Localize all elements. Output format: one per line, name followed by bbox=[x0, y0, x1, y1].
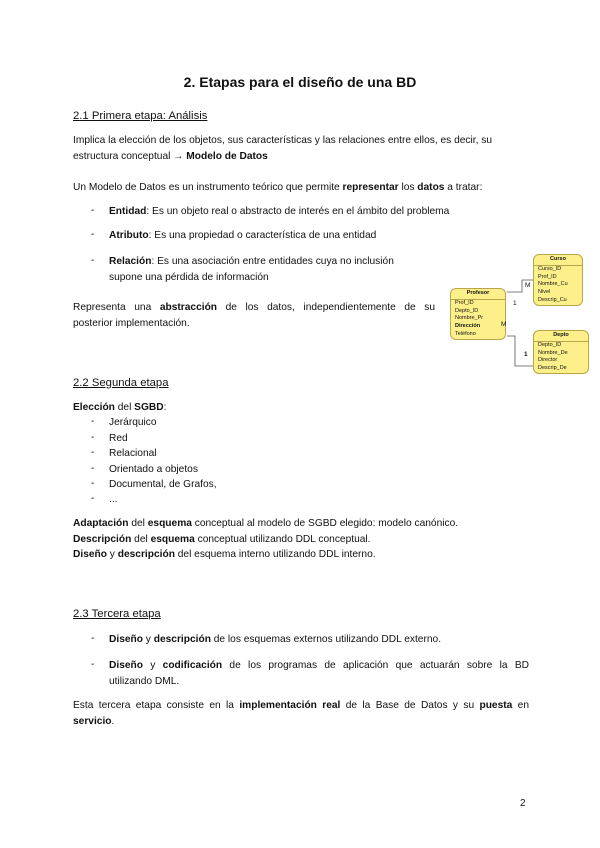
paragraph-abstraccion: Representa una abstracción de los datos, independientemente de su posterior implementación. bbox=[73, 302, 436, 329]
bullet-dash: - bbox=[91, 229, 95, 240]
bullet-dash: - bbox=[91, 205, 95, 216]
bullet-dash: - bbox=[91, 493, 95, 504]
section-heading-tercera: 2.3 Tercera etapa bbox=[73, 608, 161, 620]
section-heading-segunda: 2.2 Segunda etapa bbox=[73, 377, 169, 389]
entity-curso: Curso Curso_ID Prof_ID Nombre_Cu Nivel Descrip_Cu bbox=[533, 254, 583, 306]
bullet-dash: - bbox=[91, 255, 95, 266]
bullet-dash: - bbox=[91, 432, 95, 443]
bullet-diseno-codificacion: Diseño y codificación de los programas de aplicación que actuarán sobre la BD utilizando DML. bbox=[109, 660, 529, 687]
bullet-dash: - bbox=[91, 478, 95, 489]
cardinality-1-curso: 1 bbox=[513, 300, 517, 307]
cardinality-1-depto: 1 bbox=[524, 351, 528, 358]
er-diagram bbox=[447, 248, 589, 396]
paragraph-modelo-datos: Un Modelo de Datos es un instrumento teórico que permite representar los datos a tratar: bbox=[73, 182, 483, 193]
bullet-diseno-externo: Diseño y descripción de los esquemas externos utilizando DDL externo. bbox=[109, 634, 442, 645]
sgbd-list-item: Relacional bbox=[109, 448, 157, 459]
bullet-atributo: Atributo: Es una propiedad o característica de una entidad bbox=[109, 230, 377, 241]
bullet-dash: - bbox=[91, 447, 95, 458]
paragraph-eleccion: Implica la elección de los objetos, sus características y las relaciones entre ellos, es decir, su estructura conceptual → Modelo de Datos bbox=[73, 135, 493, 162]
sgbd-list-item: Jerárquico bbox=[109, 417, 157, 428]
page-title: 2. Etapas para el diseño de una BD bbox=[183, 74, 417, 90]
entity-depto: Depto Depto_ID Nombre_De Director Descrip_De bbox=[533, 330, 589, 374]
bullet-relacion: Relación: Es una asociación entre entidades cuya no inclusión supone una pérdida de información bbox=[109, 256, 394, 283]
entity-profesor: Profesor Prof_ID Depto_ID Nombre_Pr Dirección Teléfono bbox=[450, 288, 506, 340]
page-number: 2 bbox=[520, 798, 526, 809]
sgbd-list-item: Red bbox=[109, 433, 128, 444]
sgbd-list-item: ... bbox=[109, 494, 118, 505]
sgbd-list-item: Orientado a objetos bbox=[109, 464, 198, 475]
paragraph-adaptacion: Adaptación del esquema conceptual al modelo de SGBD elegido: modelo canónico. Descripción del esquema conceptual utilizando DDL conceptual. Diseño y descripción del esquema interno utilizando DDL interno. bbox=[73, 518, 459, 560]
bullet-dash: - bbox=[91, 633, 95, 644]
bullet-dash: - bbox=[91, 463, 95, 474]
cardinality-m-curso: M bbox=[525, 282, 531, 289]
sgbd-intro: Elección del SGBD: bbox=[73, 402, 167, 413]
paragraph-tercera-etapa: Esta tercera etapa consiste en la implementación real de la Base de Datos y su puesta en servicio. bbox=[73, 700, 529, 727]
bullet-entidad: Entidad: Es un objeto real o abstracto de interés en el ámbito del problema bbox=[109, 206, 450, 217]
sgbd-list-item: Documental, de Grafos, bbox=[109, 479, 217, 490]
bullet-dash: - bbox=[91, 416, 95, 427]
cardinality-m-depto: M bbox=[501, 321, 507, 328]
bullet-dash: - bbox=[91, 659, 95, 670]
section-heading-analisis: 2.1 Primera etapa: Análisis bbox=[73, 110, 208, 122]
